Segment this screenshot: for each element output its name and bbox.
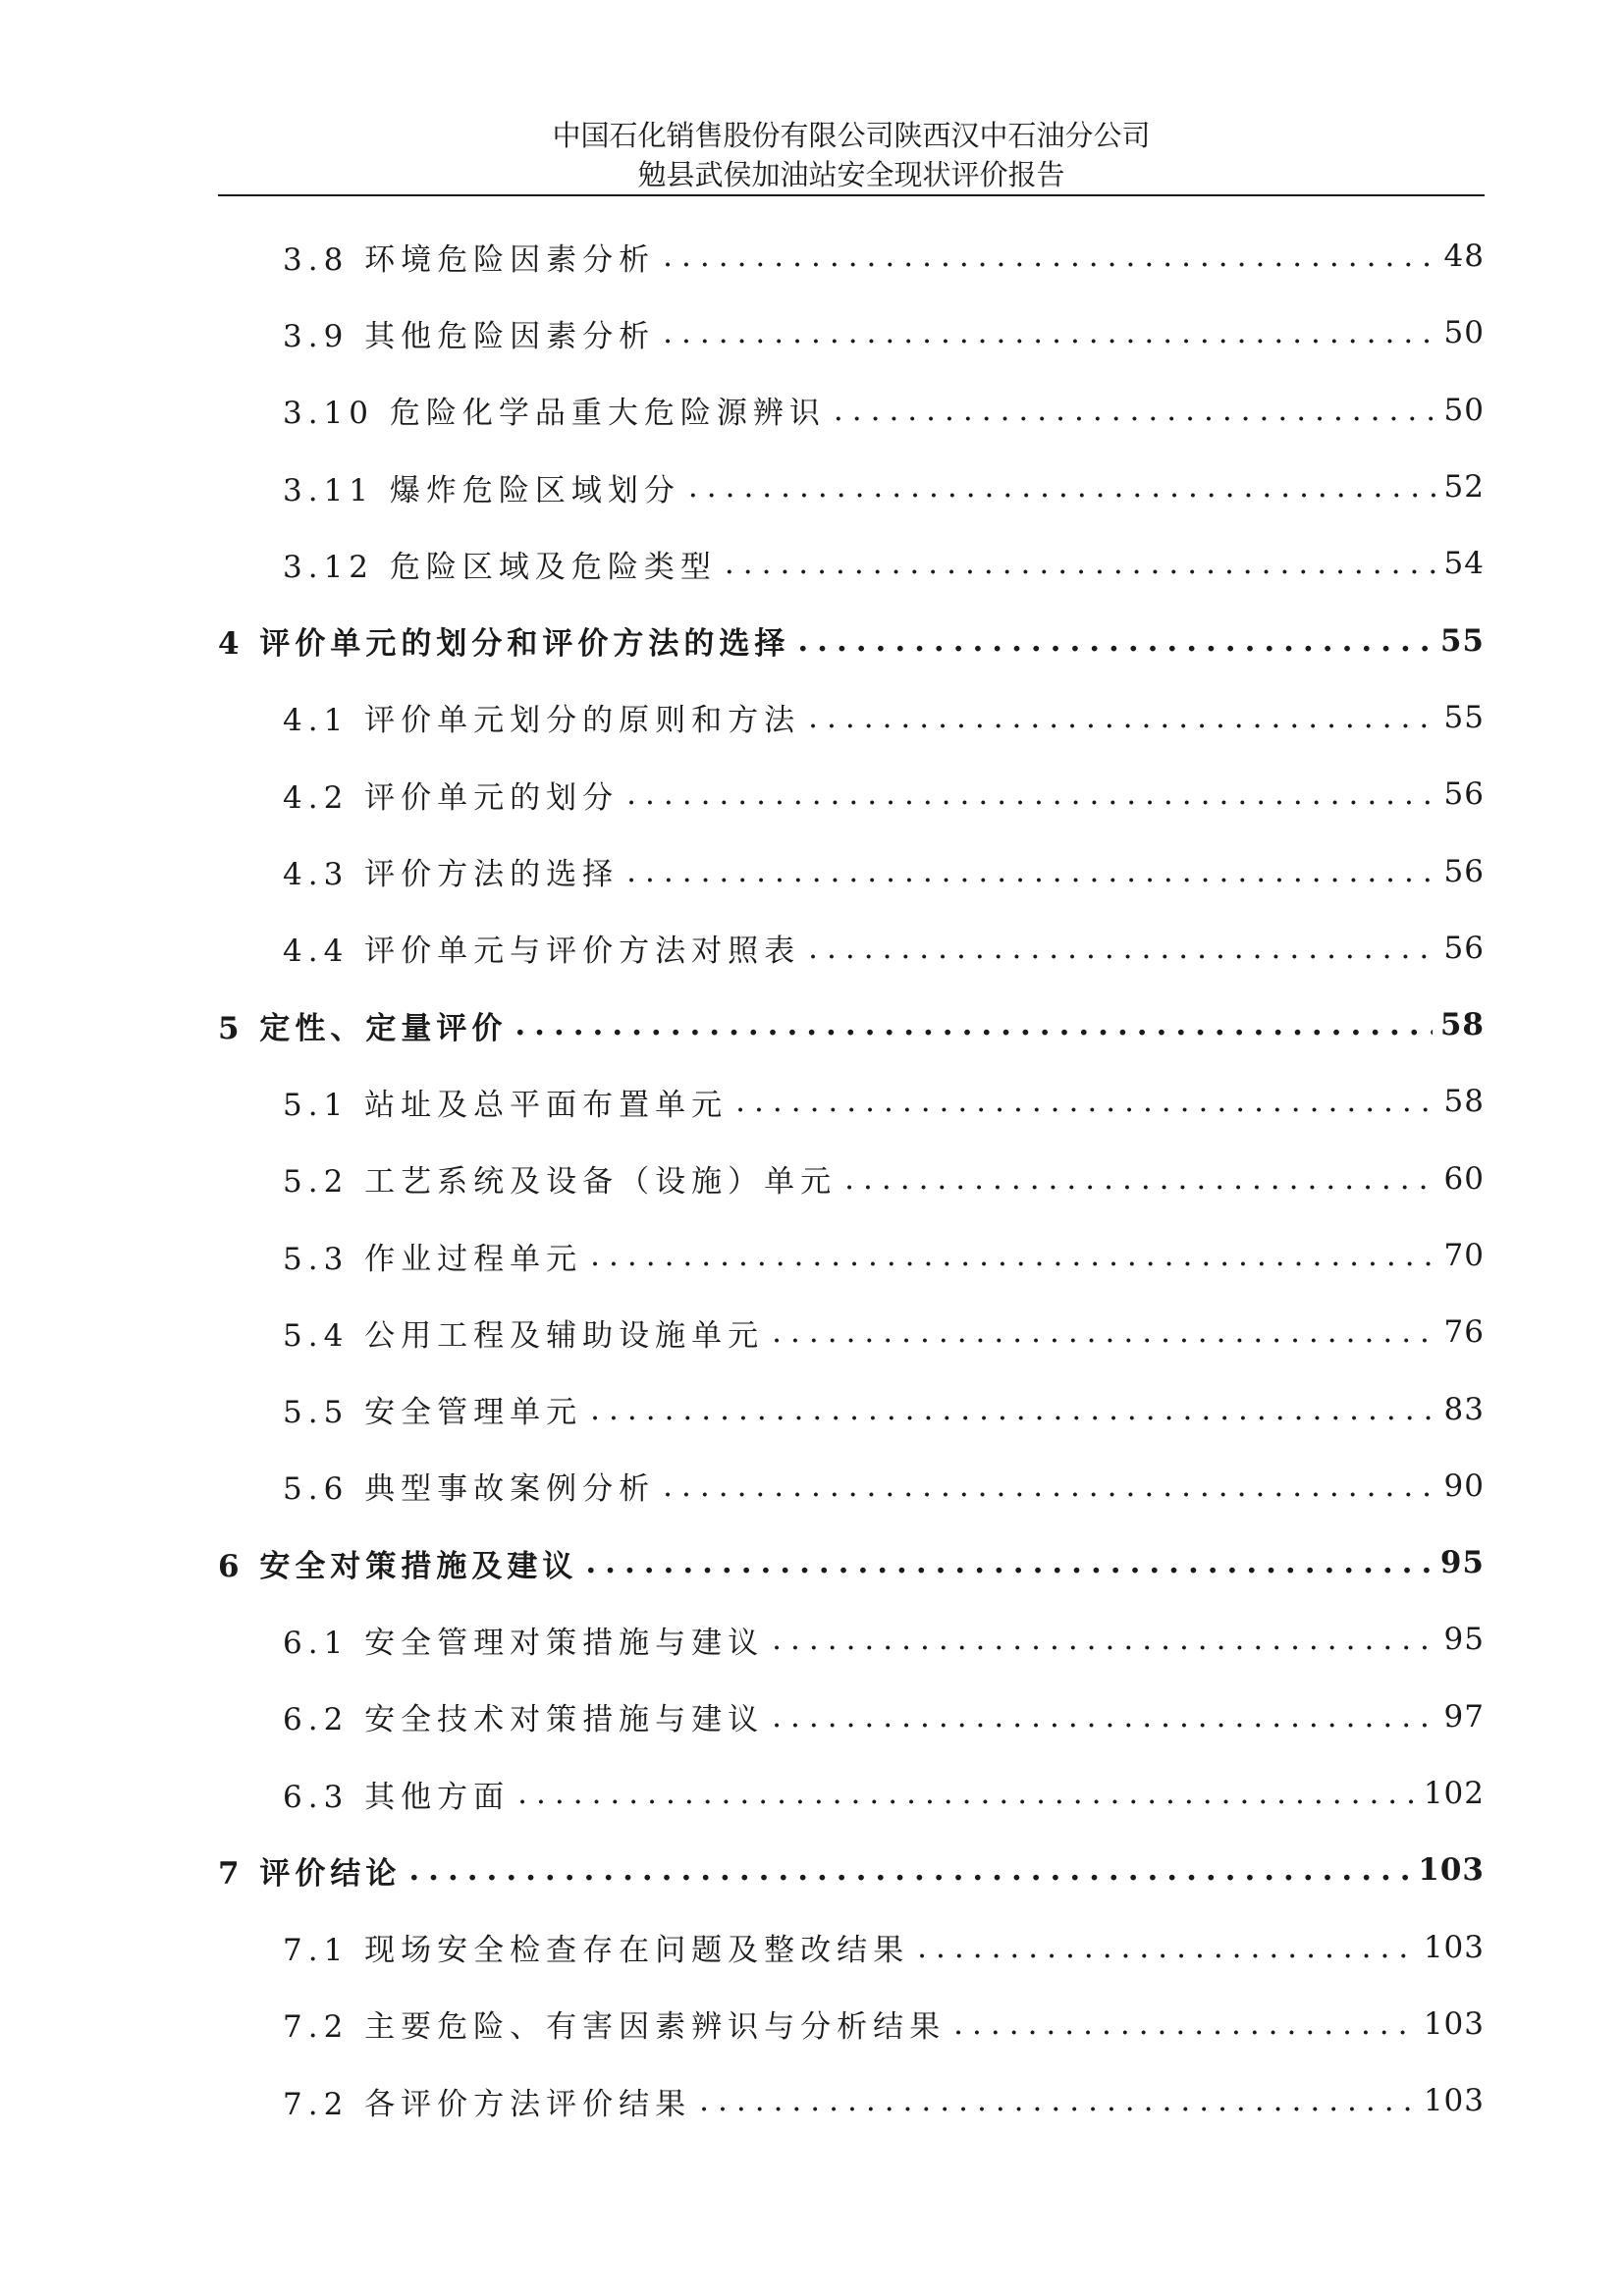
toc-section-entry[interactable] xyxy=(218,1141,1485,1217)
toc-entry-title: 5.4 公用工程及辅助设施单元 xyxy=(283,1317,765,1354)
toc-entry-title: 3.12 危险区域及危险类型 xyxy=(283,549,717,585)
toc-entry-title: 5.5 安全管理单元 xyxy=(283,1395,583,1431)
toc-section-entry[interactable] xyxy=(218,1909,1485,1986)
toc-entry-title: 4.1 评价单元划分的原则和方法 xyxy=(283,703,801,739)
toc-page-number: 70 xyxy=(1443,1238,1485,1273)
toc-dot-leader xyxy=(772,1314,1435,1350)
toc-page-number: 97 xyxy=(1443,1698,1485,1735)
toc-entry-title: 5.1 站址及总平面布置单元 xyxy=(283,1087,729,1123)
toc-section-entry[interactable] xyxy=(218,2062,1485,2139)
toc-page-number: 102 xyxy=(1423,1776,1485,1812)
toc-dot-leader xyxy=(590,1238,1435,1273)
toc-section-entry[interactable] xyxy=(218,1601,1485,1678)
toc-section-entry[interactable] xyxy=(218,1679,1485,1755)
toc-section-entry[interactable] xyxy=(218,832,1485,909)
toc-entry-title: 7.2 主要危险、有害因素辨识与分析结果 xyxy=(283,2009,947,2046)
toc-entry-title: 3.11 爆炸危险区域划分 xyxy=(283,472,680,508)
toc-dot-leader xyxy=(585,1545,1432,1580)
toc-dot-leader xyxy=(663,239,1435,274)
toc-dot-leader xyxy=(772,1622,1435,1657)
toc-page-number: 76 xyxy=(1443,1314,1485,1351)
toc-chapter-entry[interactable] xyxy=(218,1832,1485,1908)
toc-dot-leader xyxy=(808,700,1435,735)
toc-section-entry[interactable] xyxy=(218,1755,1485,1832)
toc-page-number: 103 xyxy=(1423,2005,1485,2042)
toc-page-number: 56 xyxy=(1443,853,1485,889)
toc-entry-title: 7.2 各评价方法评价结果 xyxy=(283,2086,692,2122)
toc-dot-leader xyxy=(834,393,1436,428)
toc-section-entry[interactable] xyxy=(218,1294,1485,1370)
toc-page-number: 83 xyxy=(1443,1391,1485,1427)
toc-dot-leader xyxy=(663,1468,1435,1504)
toc-page-number: 60 xyxy=(1443,1160,1485,1197)
header-divider xyxy=(218,194,1485,196)
toc-section-entry[interactable] xyxy=(218,1448,1485,1524)
toc-section-entry[interactable] xyxy=(218,525,1485,602)
toc-entry-title: 6.3 其他方面 xyxy=(283,1779,511,1815)
toc-dot-leader xyxy=(735,1084,1435,1119)
toc-dot-leader xyxy=(953,2006,1416,2042)
toc-chapter-entry[interactable] xyxy=(218,987,1485,1063)
toc-entry-title: 4.2 评价单元的划分 xyxy=(283,779,620,816)
toc-chapter-entry[interactable] xyxy=(218,1524,1485,1601)
toc-page-number: 58 xyxy=(1439,1007,1485,1043)
toc-entry-title: 7.1 现场安全检查存在问题及整改结果 xyxy=(283,1933,910,1969)
toc-page-number: 95 xyxy=(1443,1622,1485,1658)
toc-section-entry[interactable] xyxy=(218,679,1485,756)
table-of-contents xyxy=(218,218,1485,2139)
toc-section-entry[interactable] xyxy=(218,449,1485,525)
toc-section-entry[interactable] xyxy=(218,1063,1485,1140)
toc-entry-title: 4 评价单元的划分和评价方法的选择 xyxy=(218,626,790,663)
running-header xyxy=(218,116,1485,194)
toc-page-number: 56 xyxy=(1443,930,1485,966)
toc-page-number: 103 xyxy=(1423,1929,1485,1965)
toc-section-entry[interactable] xyxy=(218,1986,1485,2062)
toc-dot-leader xyxy=(725,546,1436,581)
toc-chapter-entry[interactable] xyxy=(218,602,1485,678)
toc-dot-leader xyxy=(408,1852,1410,1888)
toc-entry-title: 4.4 评价单元与评价方法对照表 xyxy=(283,934,801,970)
toc-dot-leader xyxy=(844,1161,1435,1197)
toc-page-number: 103 xyxy=(1423,2083,1485,2119)
toc-page-number: 103 xyxy=(1418,1852,1485,1889)
toc-entry-title: 5.6 典型事故案例分析 xyxy=(283,1471,656,1508)
toc-page-number: 50 xyxy=(1443,315,1485,351)
toc-entry-title: 6 安全对策措施及建议 xyxy=(218,1548,578,1584)
toc-dot-leader xyxy=(699,2083,1416,2118)
toc-entry-title: 6.2 安全技术对策措施与建议 xyxy=(283,1702,765,1738)
header-report-title-line: 勉县武侯加油站安全现状评价报告 xyxy=(637,158,1065,191)
toc-page-number: 55 xyxy=(1443,699,1485,735)
toc-dot-leader xyxy=(626,776,1435,812)
toc-dot-leader xyxy=(772,1699,1435,1735)
toc-entry-title: 4.3 评价方法的选择 xyxy=(283,857,620,893)
toc-page-number: 48 xyxy=(1443,239,1485,275)
toc-section-entry[interactable] xyxy=(218,1370,1485,1447)
toc-page-number: 55 xyxy=(1439,622,1485,659)
toc-page-number: 90 xyxy=(1443,1468,1485,1504)
toc-section-entry[interactable] xyxy=(218,910,1485,987)
toc-page-number: 54 xyxy=(1443,546,1485,582)
toc-entry-title: 7 评价结论 xyxy=(218,1855,402,1892)
toc-entry-title: 5.2 工艺系统及设备（设施）单元 xyxy=(283,1164,838,1201)
toc-page-number: 95 xyxy=(1439,1545,1485,1581)
toc-entry-title: 3.10 危险化学品重大危险源辨识 xyxy=(283,396,826,432)
toc-dot-leader xyxy=(626,854,1435,889)
toc-dot-leader xyxy=(517,1776,1416,1811)
toc-section-entry[interactable] xyxy=(218,1217,1485,1294)
toc-dot-leader xyxy=(688,469,1436,505)
toc-page-number: 58 xyxy=(1443,1084,1485,1120)
toc-section-entry[interactable] xyxy=(218,756,1485,832)
toc-entry-title: 5.3 作业过程单元 xyxy=(283,1241,583,1277)
toc-dot-leader xyxy=(917,1930,1416,1965)
toc-dot-leader xyxy=(808,931,1435,966)
toc-dot-leader xyxy=(797,623,1432,659)
toc-page-number: 50 xyxy=(1443,392,1485,428)
toc-section-entry[interactable] xyxy=(218,218,1485,294)
header-company-line: 中国石化销售股份有限公司陕西汉中石油分公司 xyxy=(552,119,1151,152)
toc-section-entry[interactable] xyxy=(218,294,1485,371)
toc-entry-title: 6.1 安全管理对策措施与建议 xyxy=(283,1625,765,1661)
toc-entry-title: 3.9 其他危险因素分析 xyxy=(283,318,656,354)
toc-dot-leader xyxy=(663,315,1435,350)
toc-entry-title: 3.8 环境危险因素分析 xyxy=(283,241,656,278)
toc-dot-leader xyxy=(590,1392,1435,1427)
toc-dot-leader xyxy=(514,1007,1432,1042)
toc-entry-title: 5 定性、定量评价 xyxy=(218,1010,508,1046)
toc-page-number: 56 xyxy=(1443,776,1485,813)
toc-section-entry[interactable] xyxy=(218,372,1485,449)
toc-page-number: 52 xyxy=(1443,469,1485,506)
